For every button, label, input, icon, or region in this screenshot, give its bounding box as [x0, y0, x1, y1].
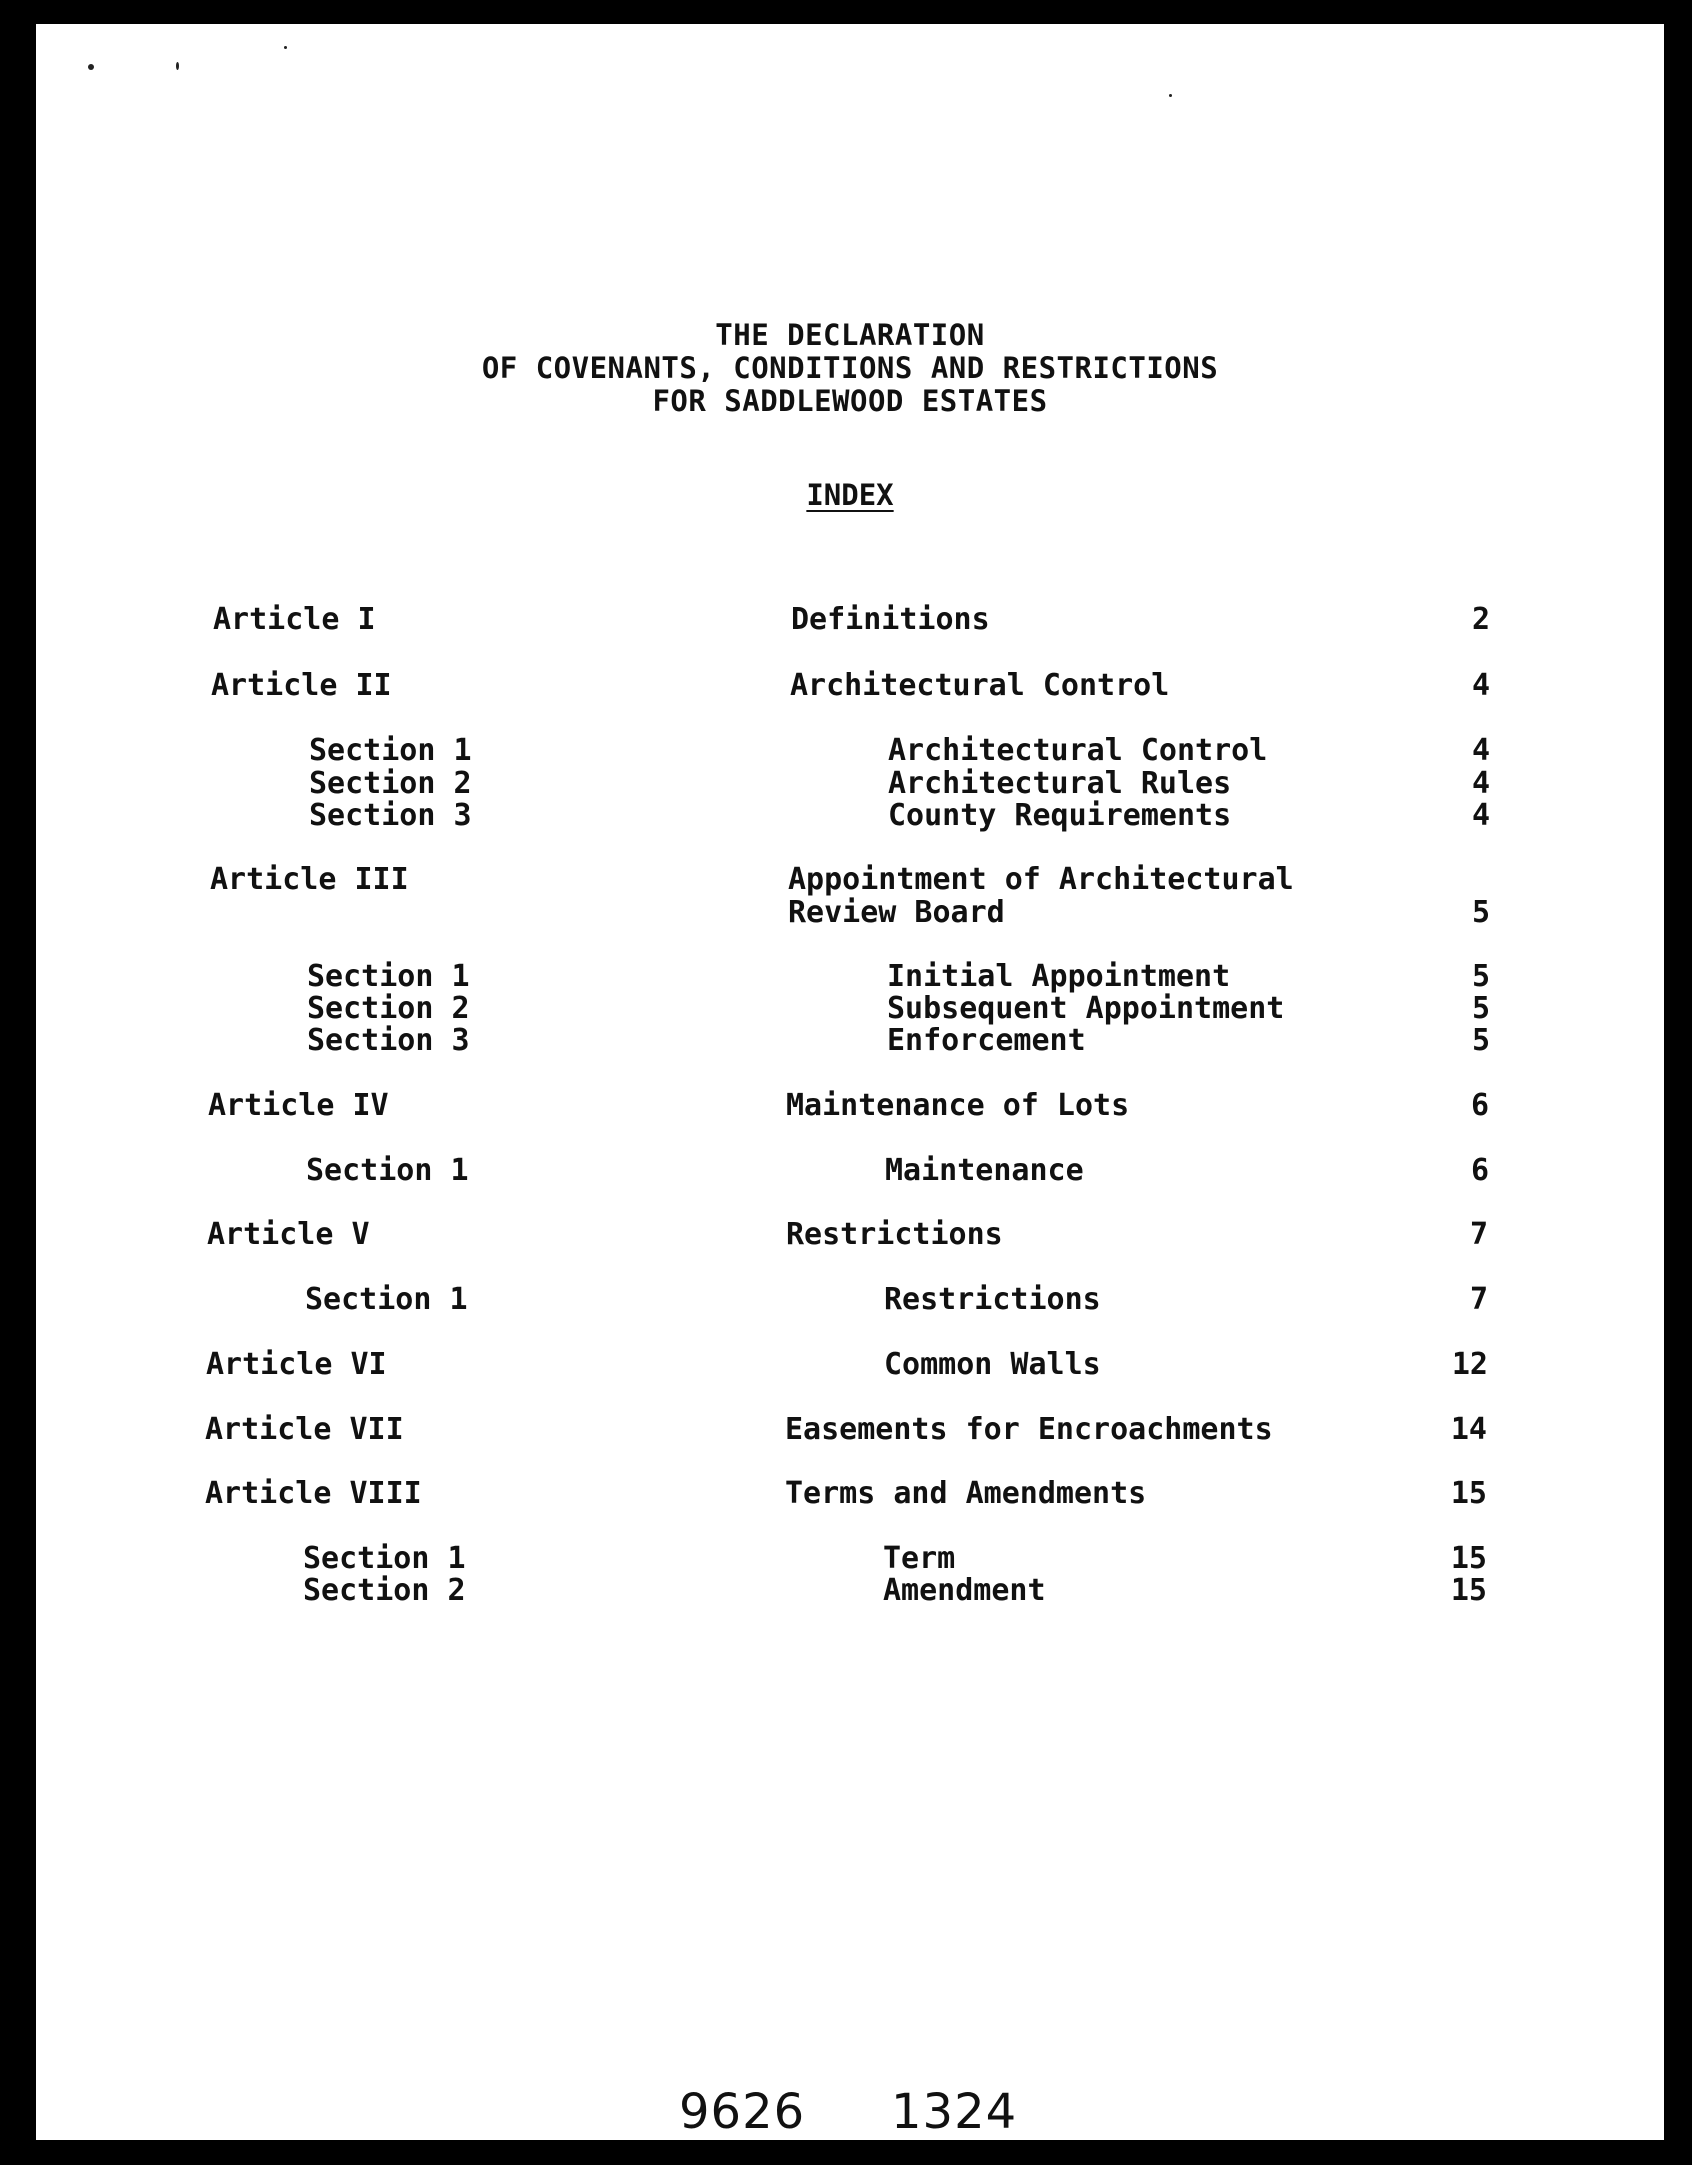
toc-row-article — [36, 1347, 1664, 1381]
toc-row-section — [36, 798, 1664, 832]
toc-row-article — [36, 1217, 1664, 1251]
toc-label: Section 1 — [309, 733, 472, 768]
toc-row-section — [36, 1153, 1664, 1187]
toc-title: Common Walls — [884, 1347, 1101, 1382]
title-line-3: FOR SADDLEWOOD ESTATES — [652, 384, 1048, 418]
toc-title: Amendment — [883, 1573, 1046, 1608]
toc-label: Section 1 — [305, 1282, 468, 1317]
toc-row-section — [36, 766, 1664, 800]
toc-row-section — [36, 991, 1664, 1025]
toc-label: Section 1 — [303, 1541, 466, 1576]
toc-page-number: 15 — [1450, 1573, 1487, 1608]
toc-row-article — [36, 1412, 1664, 1446]
toc-page-number: 12 — [1451, 1347, 1488, 1382]
toc-title: Enforcement — [887, 1023, 1086, 1058]
toc-page-number: 5 — [1471, 959, 1490, 994]
toc-title: Maintenance of Lots — [786, 1088, 1130, 1123]
toc-title: Appointment of Architectural — [788, 862, 1294, 897]
toc-page-number: 4 — [1471, 798, 1490, 833]
toc-page-number: 4 — [1471, 733, 1490, 768]
toc-row-section — [36, 1541, 1664, 1575]
toc-title: Architectural Rules — [888, 766, 1232, 801]
scan-speck — [88, 64, 94, 70]
toc-title-continued: Review Board — [788, 895, 1005, 930]
toc-page-number: 4 — [1471, 668, 1490, 703]
toc-label: Article IV — [208, 1088, 389, 1123]
toc-title: Term — [883, 1541, 956, 1576]
toc-title: Restrictions — [884, 1282, 1101, 1317]
toc-row-article — [36, 1088, 1664, 1122]
toc-page-number: 6 — [1470, 1153, 1489, 1188]
toc-page-number: 4 — [1471, 766, 1490, 801]
toc-page-number: 2 — [1471, 602, 1490, 637]
toc-title: Definitions — [791, 602, 990, 637]
toc-label: Article VII — [205, 1412, 404, 1447]
toc-title: Architectural Control — [790, 668, 1170, 703]
toc-title: Terms and Amendments — [785, 1476, 1147, 1511]
toc-page-number: 15 — [1450, 1476, 1487, 1511]
toc-row-section — [36, 959, 1664, 993]
toc-label: Article VIII — [205, 1476, 422, 1511]
toc-page-number: 6 — [1470, 1088, 1489, 1123]
toc-page-number: 15 — [1450, 1541, 1487, 1576]
toc-row-article — [36, 668, 1664, 702]
toc-label: Section 3 — [307, 1023, 470, 1058]
toc-label: Article I — [213, 602, 376, 637]
toc-page-number: 14 — [1450, 1412, 1487, 1447]
toc-page-number: 5 — [1471, 991, 1490, 1026]
toc-label: Section 1 — [307, 959, 470, 994]
toc-title: Initial Appointment — [887, 959, 1231, 994]
toc-page-number: 5 — [1471, 895, 1490, 930]
toc-row-article — [36, 602, 1664, 636]
toc-row-section — [36, 1282, 1664, 1316]
index-heading: INDEX — [806, 478, 894, 512]
toc-row-section — [36, 733, 1664, 767]
toc-title: County Requirements — [888, 798, 1232, 833]
toc-label: Section 1 — [306, 1153, 469, 1188]
toc-row-article — [36, 1476, 1664, 1510]
toc-page-number: 7 — [1469, 1282, 1488, 1317]
toc-label: Section 3 — [309, 798, 472, 833]
toc-label: Article III — [210, 862, 409, 897]
toc-page-number: 7 — [1469, 1217, 1488, 1252]
toc-row-section — [36, 1573, 1664, 1607]
toc-title: Easements for Encroachments — [785, 1412, 1273, 1447]
toc-row-article — [36, 862, 1664, 896]
toc-page-number: 5 — [1471, 1023, 1490, 1058]
toc-label: Article II — [211, 668, 392, 703]
footer-page-number: 1324 — [891, 2084, 1018, 2140]
document-page — [36, 24, 1664, 2140]
toc-label: Section 2 — [303, 1573, 466, 1608]
toc-title: Architectural Control — [888, 733, 1268, 768]
title-line-2: OF COVENANTS, CONDITIONS AND RESTRICTIONS — [481, 351, 1219, 385]
toc-title: Restrictions — [786, 1217, 1003, 1252]
toc-title: Subsequent Appointment — [887, 991, 1285, 1026]
footer-book-number: 9626 — [679, 2084, 806, 2140]
toc-row-article-continued — [36, 895, 1664, 929]
toc-label: Section 2 — [309, 766, 472, 801]
toc-label: Section 2 — [307, 991, 470, 1026]
toc-label: Article V — [207, 1217, 370, 1252]
scan-speck — [176, 62, 179, 70]
title-line-1: THE DECLARATION — [715, 318, 985, 352]
scan-speck — [1169, 94, 1172, 97]
toc-row-section — [36, 1023, 1664, 1057]
toc-title: Maintenance — [885, 1153, 1084, 1188]
toc-label: Article VI — [206, 1347, 387, 1382]
scan-speck — [284, 46, 287, 49]
